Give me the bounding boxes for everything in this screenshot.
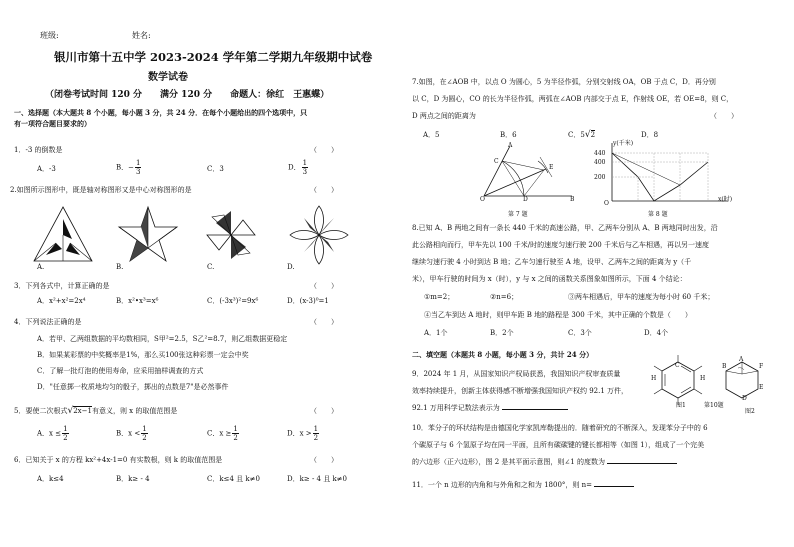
q3-option-a: A．x²+x²=2x⁴	[37, 297, 86, 305]
q7-label-o: O	[480, 196, 485, 203]
q7-label-b: B	[570, 196, 575, 203]
q8-figure	[602, 141, 733, 207]
section2-heading: 二、填空题（本题共 8 小题，每小题 3 分，共计 24 分）	[412, 350, 594, 359]
q8-line-1: 8.已知 A、B 两地之间有一条长 440 千米的高速公路，甲、乙两车分别从 A、B 两地同时出发，沿	[412, 224, 718, 232]
q1-option-b: B．− $\frac{1}{3}$	[116, 159, 141, 176]
exam-info: （闭卷考试时间 120 分 满分 120 分 命题人：徐红 王惠蝶）	[45, 90, 330, 100]
q5-paren: （ ）	[310, 407, 338, 415]
q4-option-b: B．如果某彩票的中奖概率是1%，那么买100张这种彩票一定会中奖	[37, 351, 249, 359]
q7-label-a: A	[508, 142, 513, 149]
q8-origin-label: O	[604, 200, 609, 207]
q6-option-d: D．k≥ - 4 且 k≠0	[287, 475, 347, 483]
q2-figure-d	[288, 204, 350, 266]
q9-line-1: 9．2024 年 1 月，从国家知识产权局获悉，我国知识产权审查质量	[412, 370, 621, 378]
q2-figure-c	[202, 207, 260, 263]
q10-label-b: B	[722, 363, 727, 370]
name-label: 姓名:	[132, 31, 151, 40]
q2-stem: 2.如图所示图形中，既是轴对称图形又是中心对称图形的是	[10, 186, 192, 194]
q5-stem: 5．要使二次根式√2x−1有意义，则 x 的取值范围是	[14, 406, 178, 416]
q6-stem: 6．已知关于 x 的方程 kx²+4x-1=0 有实数根，则 k 的取值范围是	[14, 456, 223, 464]
q10-label-f: F	[759, 363, 764, 370]
q10-fig-label-1: 图1	[676, 402, 686, 409]
q8-option-d: D．4个	[644, 329, 669, 337]
q7-option-d: D．8	[641, 131, 659, 139]
class-label: 班级:	[40, 31, 59, 40]
q4-option-a: A．若甲、乙两组数据的平均数相同，S甲²=2.5，S乙²=8.7，则乙组数据更稳定	[37, 335, 288, 343]
q3-option-c: C．(-3x³)²=9x⁶	[207, 297, 259, 305]
q9-line-3: 92.1 万用科学记数法表示为	[412, 404, 568, 413]
q6-option-c: C．k≤4 且 k≠0	[207, 475, 260, 483]
q3-option-b: B．x²•x³=x⁶	[116, 297, 159, 305]
q3-paren: （ ）	[310, 282, 338, 290]
q10-figure-caption: 第10题	[704, 402, 724, 409]
q8-y-tick-440: 440	[594, 150, 606, 157]
q2-figure-a	[32, 205, 94, 265]
q8-y-axis-label: y(千米)	[613, 140, 634, 147]
q2-paren: （ ）	[310, 186, 338, 194]
q10-line-2: 个碳原子与 6 个氢原子均在同一平面，且所有碳碳键的键长都相等（如图 1），组成了一个完美	[412, 441, 705, 449]
q6-option-b: B．k≥ - 4	[116, 475, 150, 483]
q7-figure-caption: 第 7 题	[508, 211, 528, 218]
q7-option-b: B．6	[500, 131, 517, 139]
q7-figure	[476, 143, 576, 201]
q7-label-e: E	[549, 164, 554, 171]
q7-line-2: 以 C，D 为圆心，CO 的长为半径作弧，两弧在∠AOB 内部交于点 E，作射线 OE，若 OE=8，则 C，	[412, 95, 734, 103]
q4-option-c: C．了解一批灯泡的使用寿命，应采用抽样调查的方式	[37, 367, 204, 375]
q7-option-c: C．5√2	[568, 130, 596, 140]
q1-option-d: D． $\frac{1}{3}$	[288, 159, 308, 176]
q8-figure-caption: 第 8 题	[648, 211, 668, 218]
q10-line-3: 的六边形（正六边形），图 2 是其平面示意图，则∠1 的度数为	[412, 458, 677, 467]
q8-conclusion-4: ④当乙车到达 A 地时，则甲车距 B 地的路程是 300 千米，其中正确的个数是（ ）	[424, 311, 692, 319]
q10-fig-label-2: 图2	[745, 408, 755, 415]
exam-subject: 数学试卷	[148, 72, 188, 83]
q10-atom-h-right: H	[700, 375, 706, 382]
q1-option-a: A．-3	[37, 165, 56, 173]
q5-option-d: D．x > $\frac{1}{2}$	[287, 425, 319, 442]
q2-option-a: A.	[37, 263, 45, 271]
q8-option-a: A．1个	[424, 329, 448, 337]
q7-option-a: A．5	[423, 131, 440, 139]
q10-atom-c-top: C	[675, 362, 680, 369]
q8-option-c: C．3个	[568, 329, 592, 337]
q5-option-b: B．x < $\frac{1}{2}$	[116, 425, 147, 442]
q4-stem: 4．下列说法正确的是	[14, 318, 82, 326]
q10-label-a: A	[739, 356, 744, 363]
q10-line-1: 10．苯分子的环状结构是由德国化学家凯库勒提出的．随着研究的不断深入，发现苯分子中的 6	[412, 424, 708, 432]
q2-option-b: B.	[116, 263, 124, 271]
q1-paren: （ ）	[310, 146, 338, 154]
q8-line-2: 此公路相向而行，甲车先以 100 千米/时的速度匀速行驶 200 千米后与乙车相遇，再以另一速度	[412, 241, 709, 249]
q10-label-d: D	[742, 395, 747, 402]
q4-paren: （ ）	[310, 318, 338, 326]
q10-label-e: E	[759, 384, 764, 391]
q7-label-c: C	[494, 158, 499, 165]
q8-x-axis-label: x(时)	[718, 196, 733, 203]
q9-line-2: 效率持续提升，创新主体获得感不断增强我国知识产权约 92.1 万件，	[412, 387, 629, 395]
q8-y-tick-200: 200	[594, 174, 606, 181]
q6-option-a: A．k≤4	[37, 475, 64, 483]
q4-option-d: D．"任意掷一枚质地均匀的骰子，掷出的点数是7"是必然事件	[37, 383, 229, 391]
q3-option-d: D．(x-3)⁰=1	[287, 297, 329, 305]
q8-conclusion-3: ③两车相遇后，甲车的速度为每小时 60 千米；	[568, 293, 715, 301]
q7-line-3: D 两点之间的距离为	[412, 112, 476, 120]
q8-conclusion-1: ①m=2；	[424, 293, 455, 301]
q2-option-c: C.	[207, 263, 215, 271]
q8-conclusion-2: ②n=6；	[490, 293, 519, 301]
q3-stem: 3．下列各式中，计算正确的是	[14, 282, 110, 290]
section1-heading-1: 一、选择题（本大题共 8 个小题，每小题 3 分，共 24 分．在每个小题给出的四个选项中，只	[14, 108, 308, 117]
q7-label-d: D	[523, 196, 528, 203]
q5-option-a: A．x ≤ $\frac{1}{2}$	[37, 425, 68, 442]
q1-stem: 1．-3 的倒数是	[14, 146, 63, 154]
q8-y-tick-400: 400	[594, 159, 606, 166]
q6-paren: （ ）	[310, 456, 338, 464]
q8-line-4: 米），甲车行驶的时间为 x（时），y 与 x 之间的函数关系图象如图所示，下面 4 个结论：	[412, 275, 687, 283]
q1-option-c: C．3	[207, 165, 224, 173]
q11-line-1: 11．一个 n 边形的内角和与外角和之和为 1800°，则 n=	[412, 481, 634, 490]
q7-paren: （ ）	[710, 112, 738, 120]
q8-line-3: 继续匀速行驶 4 小时到达 B 地；乙车匀速行驶至 A 地，设甲、乙两车之间的距离为 y（千	[412, 258, 692, 266]
q2-figure-b	[117, 205, 179, 265]
exam-title: 银川市第十五中学 2023-2024 学年第二学期九年级期中试卷	[54, 50, 373, 64]
q8-option-b: B．2个	[490, 329, 514, 337]
q2-option-d: D.	[287, 263, 295, 271]
q5-option-c: C．x ≥ $\frac{1}{2}$	[207, 425, 238, 442]
q10-atom-h-left: H	[651, 375, 657, 382]
section1-heading-2: 有一项符合题目要求的）	[14, 119, 91, 128]
q7-line-1: 7.如图，在∠AOB 中，以点 O 为圆心，5 为半径作弧，分别交射线 OA，OB 于点 C，D．再分别	[412, 78, 716, 86]
